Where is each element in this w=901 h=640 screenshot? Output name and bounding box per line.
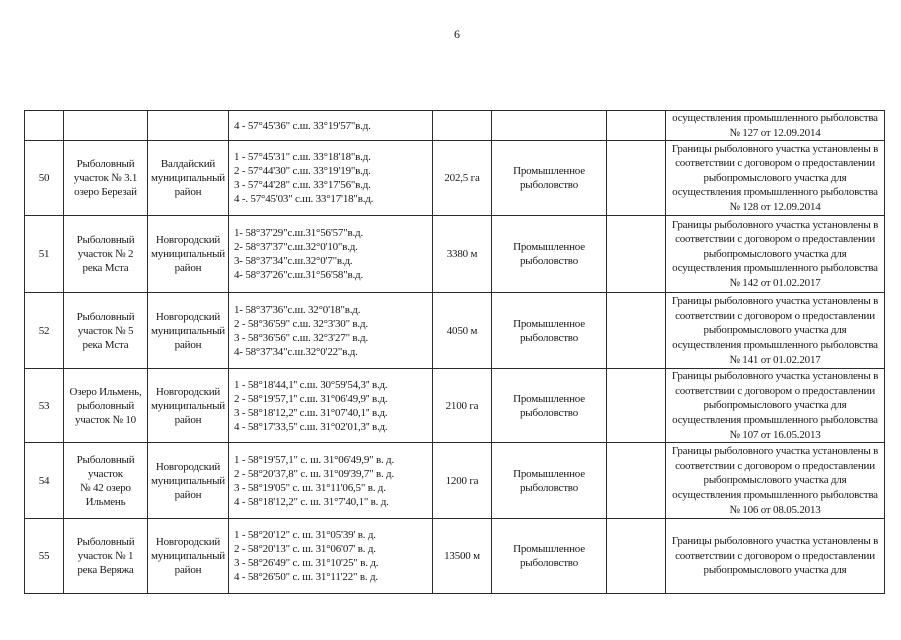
table-row [25,369,885,443]
row-number [25,369,64,443]
coordinates-line: 4- 58°37'26"с.ш.31°56'58"в.д. [234,269,363,282]
fishing-type-line: рыболовство [519,331,579,344]
fishing-type-line: Промышленное [513,317,585,330]
page-number: 6 [454,27,460,41]
row-number-text: 52 [38,324,50,337]
coordinates [229,141,433,216]
site-name-line: участок [88,467,123,480]
site-name [64,141,148,216]
site-name [64,519,148,594]
site-name-line: Рыболовный [76,234,135,247]
table-row [25,141,885,216]
row-number [25,111,64,141]
fishing-type [492,443,607,519]
site-name-line: участок № 1 [77,550,134,563]
row-number-text: 50 [38,172,50,185]
site-name-line: Озеро Ильмень, [69,385,142,398]
notes-line: соответствии с договором о предоставлении [675,384,875,397]
extra-cell [607,216,666,293]
coordinates-line: 4 -. 57°45'03" с.ш. 33°17'18"в.д. [234,193,374,206]
coordinates-line: 2 - 58°20'37,8" с. ш. 31°09'39,7" в. д. [234,467,394,480]
extra-cell [607,443,666,519]
coordinates-line: 1 - 58°20'12" с. ш. 31°05'39' в. д. [234,529,376,542]
extra-cell [607,141,666,216]
area-value [433,293,492,369]
row-number-text: 53 [38,399,50,412]
site-name-line: Ильмень [85,495,126,508]
district-name-line: муниципальный [151,474,225,487]
coordinates-line: 2- 58°37'37"с.ш.32°0'10"в.д. [234,241,358,254]
coordinates-line: 1- 58°37'36"с.ш. 32°0'18"в.д. [234,303,361,316]
notes [666,369,885,443]
table-body [25,111,885,594]
district-name-line: Новгородский [155,310,221,323]
site-name-line: участок № 3.1 [73,172,138,185]
site-name-line: Рыболовный [76,536,135,549]
coordinates-line: 3 - 58°36'56" с.ш. 32°3'27" в.д. [234,331,368,344]
site-name-line: участок № 10 [75,413,136,426]
district-name-line: район [174,413,202,426]
coordinates-line: 3- 58°37'34"с.ш.32°0'7"в.д. [234,255,353,268]
row-number [25,141,64,216]
notes-line: осуществления промышленного рыболовства [672,413,878,426]
district-name [148,519,229,594]
coordinates-line: 3 - 57°44'28" с.ш. 33°17'56"в.д. [234,179,371,192]
site-name-line: рыболовный [76,399,135,412]
notes-line: осуществления промышленного рыболовства [672,488,878,501]
notes-line: рыбопромыслового участка для [703,247,847,260]
notes-line: осуществления промышленного рыболовства [672,338,878,351]
notes [666,141,885,216]
notes-line: соответствии с договором о предоставлении [675,157,875,170]
district-name [148,111,229,141]
extra-cell [607,369,666,443]
coordinates-line: 3 - 58°26'49" с. ш. 31°10'25" в. д. [234,557,379,570]
fishing-type-line: рыболовство [519,557,579,570]
coordinates [229,111,433,141]
site-name [64,111,148,141]
area-value [433,519,492,594]
fishing-sites-table [24,110,885,594]
site-name-line: Рыболовный [76,158,135,171]
table-row [25,216,885,293]
extra-cell [607,293,666,369]
fishing-type-line: рыболовство [519,179,579,192]
notes [666,111,885,141]
notes-line: № 128 от 12.09.2014 [729,201,821,214]
district-name-line: муниципальный [151,324,225,337]
notes [666,443,885,519]
notes-line: осуществления промышленного рыболовства [672,262,878,275]
district-name [148,293,229,369]
notes [666,216,885,293]
district-name-line: муниципальный [151,172,225,185]
row-number-text: 54 [38,474,50,487]
fishing-type [492,369,607,443]
notes-line: рыбопромыслового участка для [703,564,847,577]
district-name-line: Валдайский [160,158,216,171]
district-name [148,216,229,293]
notes-line: Границы рыболовного участка установлены в [671,535,879,548]
notes-line: соответствии с договором о предоставлении [675,309,875,322]
site-name-line: озеро Березай [74,186,137,199]
coordinates-line: 2 - 58°36'59" с.ш. 32°3'30" в.д. [234,317,368,330]
site-name-line: река Веряжа [77,564,134,577]
site-name [64,443,148,519]
notes-line: рыбопромыслового участка для [703,171,847,184]
coordinates [229,216,433,293]
district-name [148,141,229,216]
coordinates-line: 1- 58°37'29"с.ш.31°56'57"в.д. [234,227,363,240]
row-number-text: 51 [38,248,50,261]
table-row [25,519,885,594]
coordinates-line: 2 - 57°44'30" с.ш. 33°19'19"в.д. [234,165,371,178]
notes-line: осуществления промышленного рыболовства [672,112,878,124]
district-name [148,369,229,443]
fishing-type [492,216,607,293]
coordinates-line: 1 - 58°18'44,1'' с.ш. 30°59'54,3'' в.д. [234,378,388,391]
area-value-text: 13500 м [444,550,480,563]
area-value-text: 4050 м [446,324,478,337]
fishing-type [492,111,607,141]
notes-line: рыбопромыслового участка для [703,399,847,412]
fishing-type-line: Промышленное [513,543,585,556]
notes-line: № 107 от 16.05.2013 [729,428,821,441]
site-name [64,293,148,369]
district-name-line: муниципальный [151,550,225,563]
area-value [433,216,492,293]
district-name-line: Новгородский [155,536,221,549]
notes-line: рыбопромыслового участка для [703,474,847,487]
table-row [25,293,885,369]
coordinates-line: 1 - 58°19'57,1" с. ш. 31°06'49,9" в. д. [234,453,394,466]
coordinates-line: 2 - 58°20'13" с. ш. 31°06'07' в. д. [234,543,376,556]
notes-line: Границы рыболовного участка установлены в [671,142,879,155]
notes-line: соответствии с договором о предоставлении [675,459,875,472]
row-number [25,216,64,293]
coordinates-line: 1 - 57°45'31" с.ш. 33°18'18"в.д. [234,151,371,164]
row-number [25,293,64,369]
site-name [64,216,148,293]
notes [666,519,885,594]
district-name-line: Новгородский [155,234,221,247]
fishing-type [492,141,607,216]
table-row [25,443,885,519]
fishing-type-line: Промышленное [513,241,585,254]
notes-line: № 142 от 01.02.2017 [729,277,821,290]
fishing-type-line: рыболовство [519,481,579,494]
fishing-type-line: рыболовство [519,255,579,268]
district-name [148,443,229,519]
fishing-type-line: Промышленное [513,392,585,405]
coordinates [229,369,433,443]
coordinates-line: 4 - 57°45'36" с.ш. 33°19'57"в.д. [234,119,371,132]
notes-line: соответствии с договором о предоставлении [675,233,875,246]
area-value [433,141,492,216]
area-value-text: 1200 га [445,474,479,487]
area-value [433,111,492,141]
site-name-line: участок № 5 [77,324,134,337]
site-name-line: участок № 2 [77,248,134,261]
coordinates [229,293,433,369]
site-name-line: река Мста [82,338,129,351]
coordinates-line: 4 - 58°26'50" с. ш. 31°11'22" в. д. [234,571,378,584]
fishing-type-line: Промышленное [513,165,585,178]
coordinates-line: 4 - 58°18'12,2" с. ш. 31°7'40,1" в. д. [234,495,389,508]
notes-line: рыбопромыслового участка для [703,324,847,337]
notes-line: № 127 от 12.09.2014 [729,126,821,139]
row-number-text: 55 [38,550,50,563]
notes-line: № 106 от 08.05.2013 [729,503,821,516]
row-number [25,519,64,594]
row-number [25,443,64,519]
site-name-line: Рыболовный [76,310,135,323]
area-value [433,443,492,519]
notes-line: Границы рыболовного участка установлены в [671,295,879,308]
fishing-type [492,293,607,369]
district-name-line: Новгородский [155,385,221,398]
notes-line: Границы рыболовного участка установлены в [671,218,879,231]
fishing-type-line: Промышленное [513,467,585,480]
notes-line: осуществления промышленного рыболовства [672,186,878,199]
table-row [25,111,885,141]
district-name-line: район [174,338,202,351]
coordinates-line: 4- 58°37'34"с.ш.32°0'22"в.д. [234,345,358,358]
area-value-text: 202,5 га [444,172,480,185]
coordinates-line: 3 - 58°18'12,2'' с.ш. 31°07'40,1'' в.д. [234,406,388,419]
district-name-line: район [174,186,202,199]
district-name-line: муниципальный [151,248,225,261]
extra-cell [607,519,666,594]
notes-line: № 141 от 01.02.2017 [729,353,821,366]
site-name-line: Рыболовный [76,453,135,466]
district-name-line: район [174,262,202,275]
fishing-type [492,519,607,594]
site-name-line: река Мста [82,262,129,275]
coordinates [229,443,433,519]
fishing-type-line: рыболовство [519,406,579,419]
district-name-line: район [174,564,202,577]
notes-line: соответствии с договором о предоставлении [675,549,875,562]
coordinates-line: 3 - 58°19'05" с. ш. 31°11'06,5" в. д. [234,481,386,494]
notes [666,293,885,369]
notes-line: Границы рыболовного участка установлены в [671,445,879,458]
extra-cell [607,111,666,141]
site-name-line: № 42 озеро [80,481,131,494]
coordinates-line: 4 - 58°17'33,5'' с.ш. 31°02'01,3'' в.д. [234,420,388,433]
area-value-text: 2100 га [445,399,479,412]
district-name-line: район [174,488,202,501]
district-name-line: Новгородский [155,460,221,473]
area-value-text: 3380 м [446,248,478,261]
district-name-line: муниципальный [151,399,225,412]
coordinates [229,519,433,594]
notes-line: Границы рыболовного участка установлены в [671,370,879,383]
site-name [64,369,148,443]
area-value [433,369,492,443]
coordinates-line: 2 - 58°19'57,1'' с.ш. 31°06'49,9'' в.д. [234,392,388,405]
